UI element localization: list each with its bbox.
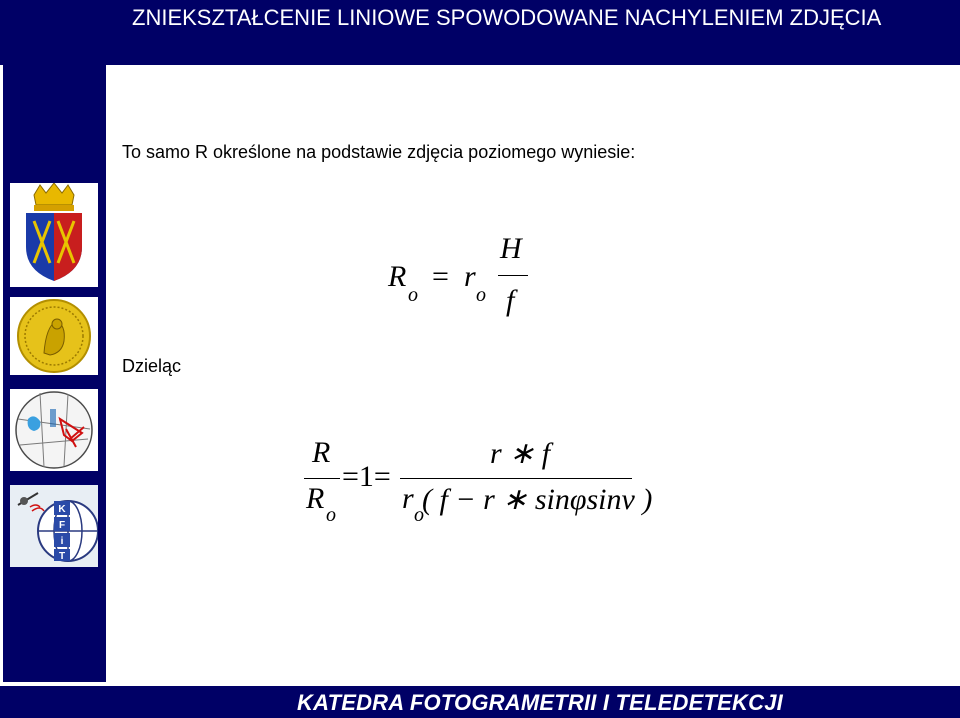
map-globe-logo <box>10 389 98 471</box>
svg-text:T: T <box>58 551 66 562</box>
gold-medal-logo <box>10 297 98 375</box>
formula-horizontal <box>380 228 540 328</box>
map-icon <box>10 389 98 471</box>
formula1-denominator: f <box>506 284 515 317</box>
dividing-text: Dzieląc <box>122 356 182 376</box>
coat-of-arms-logo <box>10 183 98 287</box>
svg-text:i: i <box>60 536 64 547</box>
coat-of-arms-icon <box>10 183 98 287</box>
intro-text: To samo R określone na podstawie zdjęcia poziomego wyniesie: <box>122 142 636 162</box>
slide-title: ZNIEKSZTAŁCENIE LINIOWE SPOWODOWANE NACHYLENIEM ZDJĘCIA <box>132 5 882 30</box>
kfit-icon <box>10 485 98 567</box>
svg-text:K: K <box>58 504 66 515</box>
formula-ratio <box>300 432 653 532</box>
formula1-r: r <box>464 260 476 293</box>
footer-text: KATEDRA FOTOGRAMETRII I TELEDETEKCJI <box>297 690 783 715</box>
svg-text:F: F <box>58 520 66 531</box>
formula2-den-body: ( f − r ∗ sinφsinν ) <box>422 483 653 516</box>
formula2-left-numerator: R <box>312 436 331 469</box>
formula2-left-fraction-line <box>304 478 340 479</box>
side-bar-edge <box>0 65 3 682</box>
formula2-den-r: r <box>402 482 414 515</box>
formula2-right-fraction-line <box>400 478 632 479</box>
medal-icon <box>10 297 98 375</box>
formula2-right-numerator: r ∗ f <box>490 437 551 470</box>
formula2-left-denominator: R <box>306 482 325 515</box>
formula1-fraction-line <box>498 275 528 276</box>
formula1-r-sub: o <box>476 284 486 306</box>
formula1-lhs-sub: o <box>408 284 418 306</box>
formula2-den-r-sub: o <box>414 504 424 526</box>
formula1-numerator: H <box>500 232 522 265</box>
formula1-eq: = <box>432 260 449 293</box>
formula2-middle: =1= <box>342 460 391 493</box>
kfit-logo <box>10 485 98 567</box>
formula1-lhs: R <box>388 260 407 293</box>
formula2-left-denominator-sub: o <box>326 504 336 526</box>
